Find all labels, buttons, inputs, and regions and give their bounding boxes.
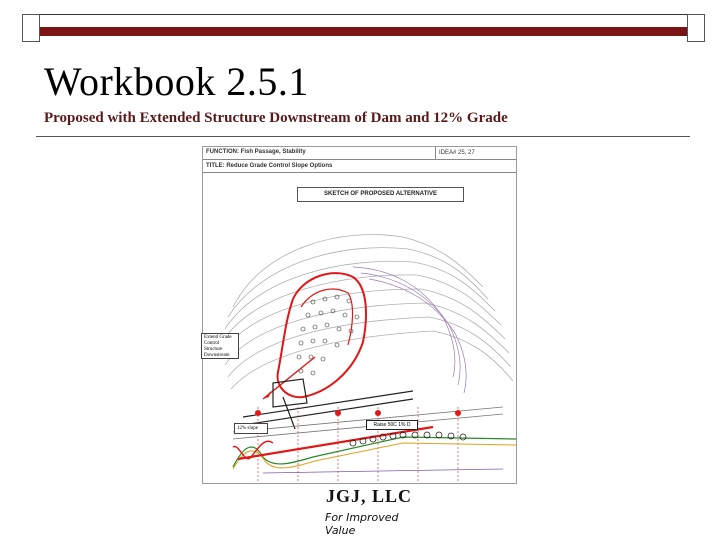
logo-name: JGJ, LLC — [326, 486, 413, 506]
contour-lines — [223, 235, 513, 389]
ideas-label: IDEA# 25, 27 — [435, 147, 475, 159]
company-logo — [322, 486, 432, 537]
title-row — [203, 160, 516, 173]
site-plan-sketch — [203, 207, 516, 483]
function-label: FUNCTION: Fish Passage, Stability — [206, 149, 306, 155]
flow-arrow — [263, 357, 315, 399]
extended-structure-outline — [278, 273, 366, 397]
boulder-field — [297, 295, 359, 375]
raise-label: Raise 50C 1% D — [366, 420, 418, 430]
profile-view — [233, 407, 516, 483]
slope-label: 12% slope — [234, 423, 268, 434]
extend-structure-callout: Extend Grade Control Structure Downstream — [201, 333, 239, 359]
header-top-line — [22, 14, 697, 15]
sketch-heading: SKETCH OF PROPOSED ALTERNATIVE — [297, 187, 464, 202]
logo-tagline: For Improved Value — [325, 511, 399, 537]
header-right-box — [687, 14, 705, 42]
header-bar — [22, 27, 697, 36]
slide-subtitle: Proposed with Extended Structure Downstream of Dam and 12% Grade — [44, 110, 508, 126]
header-left-box — [22, 14, 40, 42]
worksheet-title-label: TITLE: Reduce Grade Control Slope Options — [206, 163, 333, 169]
contour-lines-purple — [353, 267, 466, 393]
title-divider — [36, 136, 690, 137]
slide-title: Workbook 2.5.1 — [44, 59, 309, 104]
function-row — [203, 147, 516, 160]
